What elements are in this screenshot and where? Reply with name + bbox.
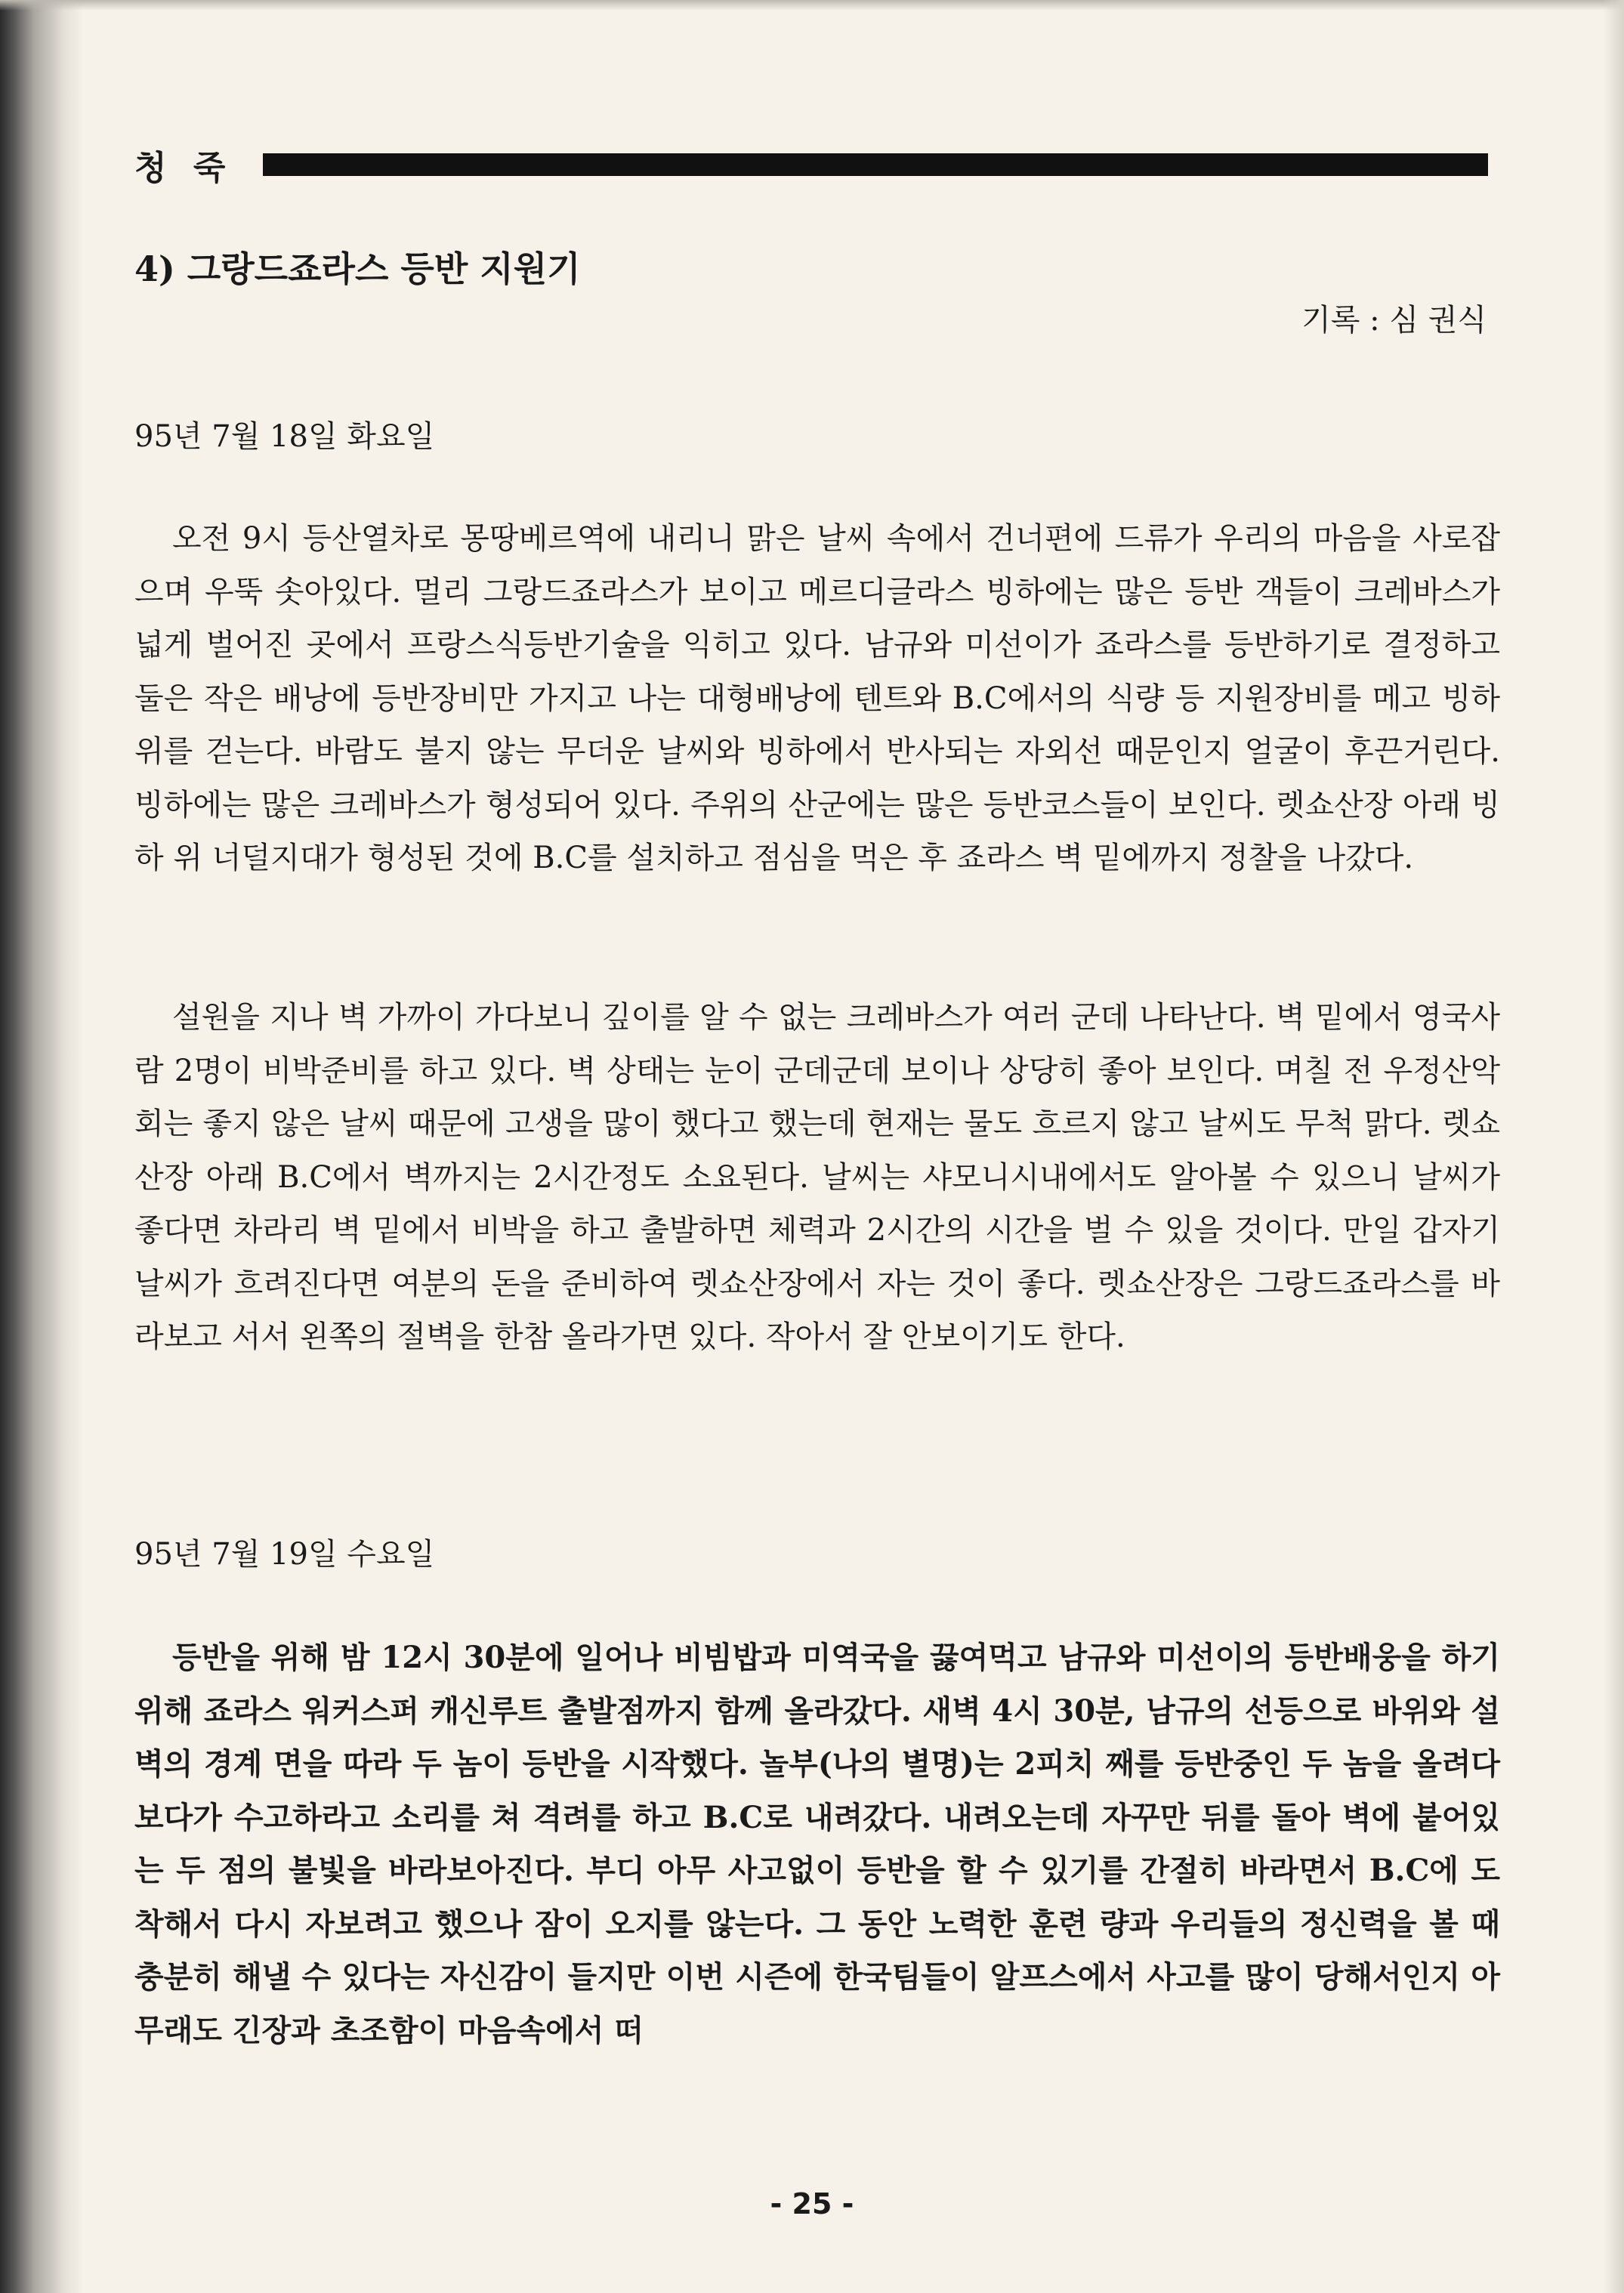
section-title: 4) 그랑드죠라스 등반 지원기 <box>134 248 581 289</box>
running-header-title: 청 죽 <box>134 149 233 187</box>
entry-date: 95년 7월 18일 화요일 <box>134 419 435 454</box>
page-right-edge <box>1603 0 1624 2293</box>
body-paragraph: 오전 9시 등산열차로 몽땅베르역에 내리니 맑은 날씨 속에서 건너편에 드류가 우리의 마음을 사로잡으며 우뚝 솟아있다. 멀리 그랑드죠라스가 보이고 메르디글라스 빙하에는 많은 등반 객들이 크레바스가 넓게 벌어진 곳에서 프랑스식등반기술을 익히고 있다. 남규와 미선이가 죠라스를 등반하기로 결정하고 둘은 작은 배낭에 등반장비만 가지고 나는 대형배낭에 텐트와 B.C에서의 식량 등 지원장비를 메고 빙하 위를 걷는다. 바람도 불지 않는 무더운 날씨와 빙하에서 반사되는 자외선 때문인지 얼굴이 후끈거린다. 빙하에는 많은 크레바스가 형성되어 있다. 주위의 산군에는 많은 등반코스들이 보인다. 렛쇼산장 아래 빙하 위 너덜지대가 형성된 것에 B.C를 설치하고 점심을 먹은 후 죠라스 벽 밑에까지 정찰을 나갔다. <box>134 521 1500 875</box>
recorder-credit: 기록 : 심 권식 <box>1301 303 1487 338</box>
page-top-edge <box>0 0 1624 11</box>
page-number: - 25 - <box>770 2187 854 2220</box>
entry-date: 95년 7월 19일 수요일 <box>134 1537 435 1572</box>
binding-shadow <box>0 0 83 2293</box>
body-paragraph: 등반을 위해 밤 12시 30분에 일어나 비빔밥과 미역국을 끓여먹고 남규와 미선이의 등반배웅을 하기 위해 죠라스 워커스퍼 캐신루트 출발점까지 함께 올라갔다. 새벽 4시 30분, 남규의 선등으로 바위와 설벽의 경계 면을 따라 두 놈이 등반을 시작했다. 놀부(나의 별명)는 2피치 째를 등반중인 두 놈을 올려다보다가 수고하라고 소리를 쳐 격려를 하고 B.C로 내려갔다. 내려오는데 자꾸만 뒤를 돌아 벽에 붙어있는 두 점의 불빛을 바라보아진다. 부디 아무 사고없이 등반을 할 수 있기를 간절히 바라면서 B.C에 도착해서 다시 자보려고 했으나 잠이 오지를 않는다. 그 동안 노력한 훈련 량과 우리들의 정신력을 볼 때 충분히 해낼 수 있다는 자신감이 들지만 이번 시즌에 한국팀들이 알프스에서 사고를 많이 당해서인지 아무래도 긴장과 초조함이 마음속에서 떠 <box>134 1640 1500 2048</box>
running-header <box>134 142 1488 187</box>
body-paragraph: 설원을 지나 벽 가까이 가다보니 깊이를 알 수 없는 크레바스가 여러 군데 나타난다. 벽 밑에서 영국사람 2명이 비박준비를 하고 있다. 벽 상태는 눈이 군데군데 보이나 상당히 좋아 보인다. 며칠 전 우정산악회는 좋지 않은 날씨 때문에 고생을 많이 했다고 했는데 현재는 물도 흐르지 않고 날씨도 무척 맑다. 렛쇼산장 아래 B.C에서 벽까지는 2시간정도 소요된다. 날씨는 샤모니시내에서도 알아볼 수 있으니 날씨가 좋다면 차라리 벽 밑에서 비박을 하고 출발하면 체력과 2시간의 시간을 벌 수 있을 것이다. 만일 갑자기 날씨가 흐려진다면 여분의 돈을 준비하여 렛쇼산장에서 자는 것이 좋다. 렛쇼산장은 그랑드죠라스를 바라보고 서서 왼쪽의 절벽을 한참 올라가면 있다. 작아서 잘 안보이기도 한다. <box>134 1000 1500 1354</box>
header-rule-bar <box>263 153 1488 176</box>
